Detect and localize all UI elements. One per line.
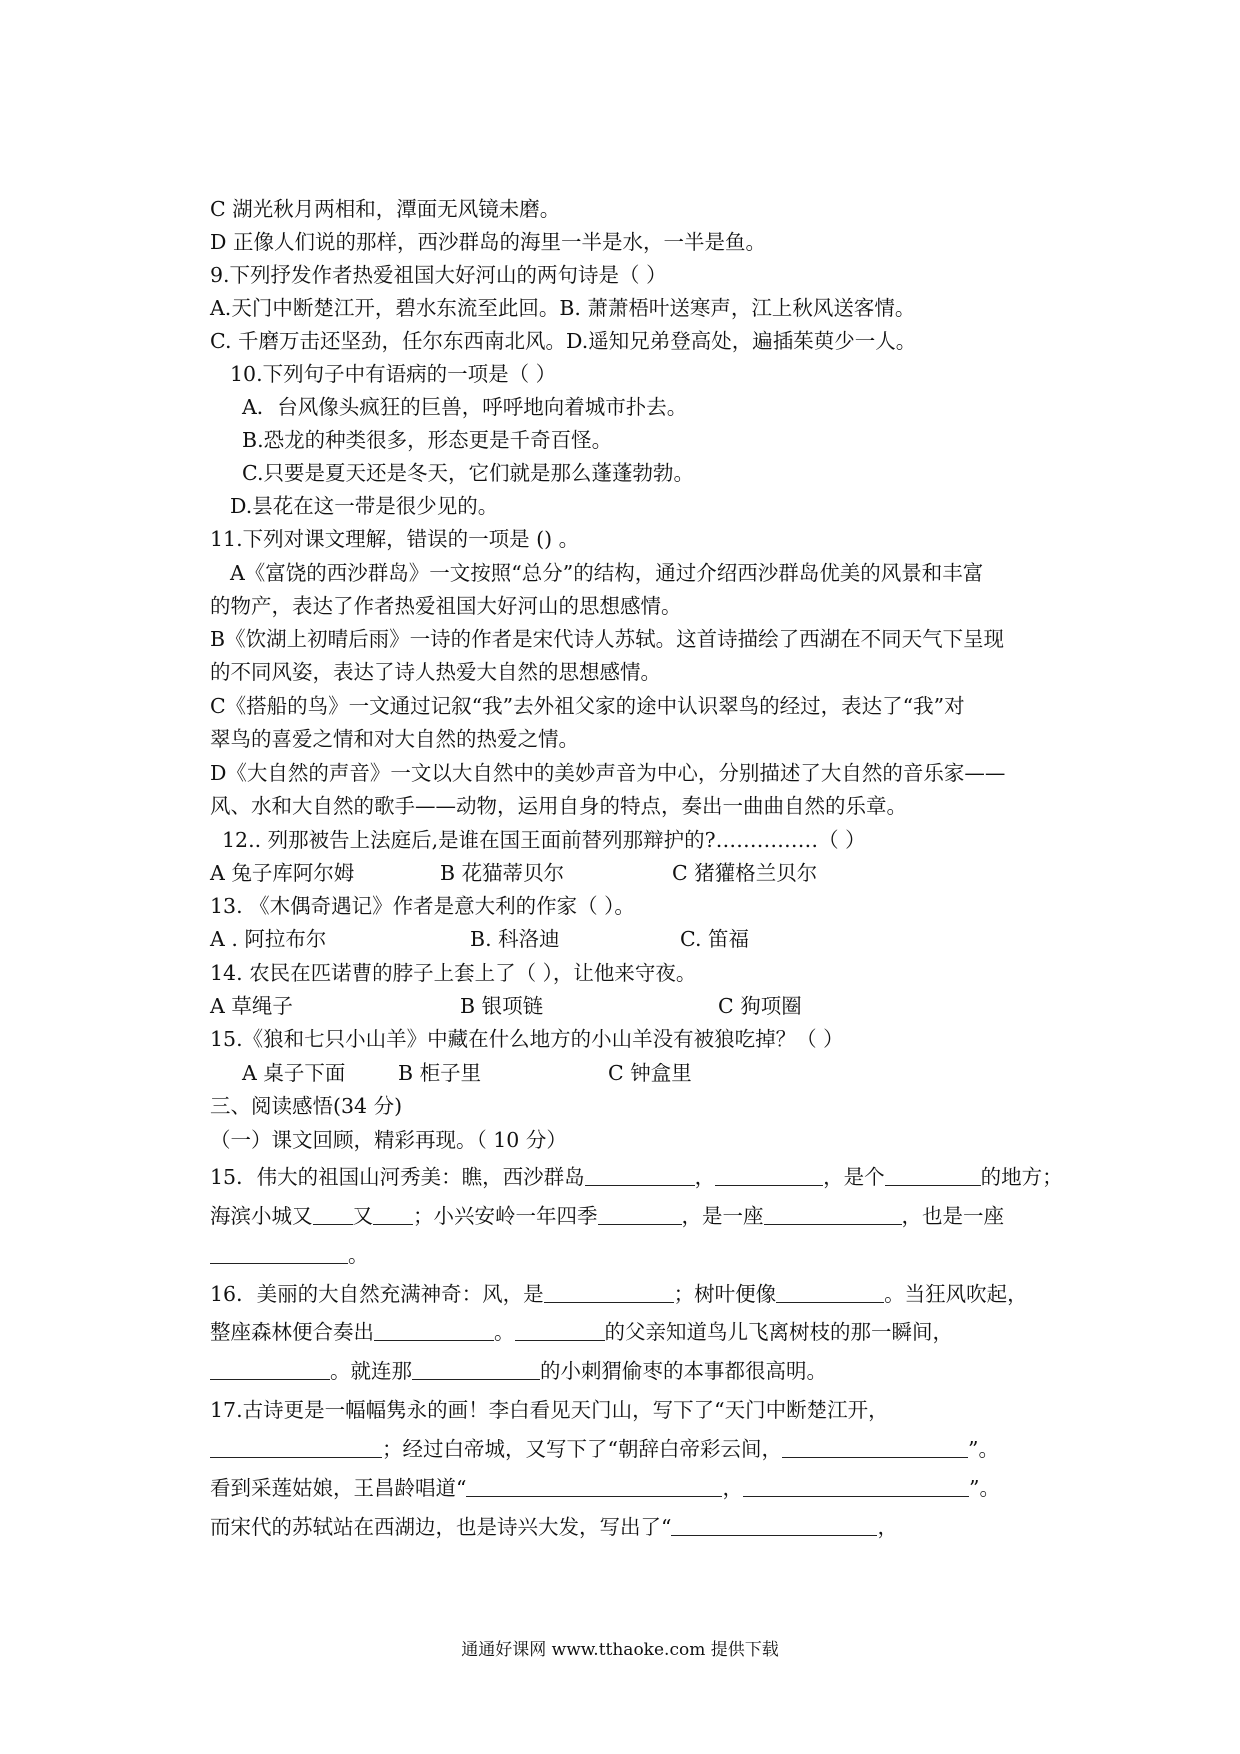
answer-blank[interactable] [313,1204,353,1225]
answer-blank[interactable] [776,1282,884,1303]
answer-blank[interactable] [585,1165,695,1186]
fill-16-line3: 。就连那 的小刺猬偷枣的本事都很高明。 [210,1358,827,1384]
q11-option-c-line1: C《搭船的鸟》一文通过记叙“我”去外祖父家的途中认识翠鸟的经过，表达了“我”对 [210,694,965,718]
q13-option-b: B. 科洛迪 [470,927,560,951]
fill-17-line3: 看到采莲姑娘，王昌龄唱道“ ， ”。 [210,1476,1000,1500]
q14-option-b: B 银项链 [460,994,544,1018]
answer-blank[interactable] [598,1204,682,1225]
answer-blank[interactable] [515,1320,605,1341]
q12-option-a: A 兔子库阿尔姆 [210,861,355,885]
answer-blank[interactable] [466,1476,722,1497]
answer-blank[interactable] [671,1515,877,1536]
q10-option-a: A．台风像头疯狂的巨兽，呼呼地向着城市扑去。 [242,395,688,419]
question-15: 15.《狼和七只小山羊》中藏在什么地方的小山羊没有被狼吃掉？（ ） [210,1027,844,1051]
part-1-title: （一）课文回顾，精彩再现。（ 10 分） [210,1128,567,1152]
q11-option-b-line2: 的不同风姿，表达了诗人热爱大自然的思想感情。 [210,660,661,684]
answer-blank[interactable] [715,1165,823,1186]
fill-17-line2: ；经过白帝城，又写下了“朝辞白帝彩云间， ”。 [210,1436,999,1462]
question-14: 14. 农民在匹诺曹的脖子上套上了（ ），让他来守夜。 [210,961,697,985]
answer-blank[interactable] [544,1282,674,1303]
q14-option-a: A 草绳子 [210,994,293,1018]
answer-blank[interactable] [743,1476,969,1497]
question-11: 11.下列对课文理解，错误的一项是 () 。 [210,527,580,551]
q9-options-ab: A.天门中断楚江开，碧水东流至此回。B. 萧萧梧叶送寒声，江上秋风送客情。 [210,296,916,320]
section-3-title: 三、阅读感悟(34 分) [210,1094,403,1118]
fill-15-line1: 15．伟大的祖国山河秀美：瞧，西沙群岛 ， ，是个 的地方； [210,1165,1063,1189]
answer-blank[interactable] [210,1359,330,1380]
q15-option-a: A 桌子下面 [242,1061,346,1085]
fill-15-line3: 。 [210,1242,369,1268]
answer-blank[interactable] [885,1165,981,1186]
q15-option-c: C 钟盒里 [608,1061,692,1085]
page-footer: 通通好课网 www.tthaoke.com 提供下载 [461,1640,779,1660]
question-10: 10.下列句子中有语病的一项是（ ） [230,362,557,386]
question-9: 9.下列抒发作者热爱祖国大好河山的两句诗是（ ） [210,263,667,287]
answer-blank[interactable] [412,1359,540,1380]
q15-option-b: B 柜子里 [398,1061,482,1085]
q10-option-c: C.只要是夏天还是冬天，它们就是那么蓬蓬勃勃。 [242,461,694,485]
q11-option-a-line1: A《富饶的西沙群岛》一文按照“总分”的结构，通过介绍西沙群岛优美的风景和丰富 [230,561,984,585]
fill-16-line1: 16．美丽的大自然充满神奇：风，是 ；树叶便像 。当狂风吹起， [210,1282,1028,1306]
q9-options-cd: C. 千磨万击还坚劲，任尔东西南北风。D.遥知兄弟登高处，遍插茱萸少一人。 [210,329,917,353]
q11-option-b-line1: B《饮湖上初晴后雨》一诗的作者是宋代诗人苏轼。这首诗描绘了西湖在不同天气下呈现 [210,627,1005,651]
q10-option-b: B.恐龙的种类很多，形态更是千奇百怪。 [242,428,613,452]
q13-option-c: C. 笛福 [680,927,749,951]
fill-17-line4: 而宋代的苏轼站在西湖边，也是诗兴大发，写出了“ ， [210,1515,898,1539]
answer-blank[interactable] [210,1243,348,1264]
answer-blank[interactable] [782,1437,968,1458]
q11-option-d-line2: 风、水和大自然的歌手——动物，运用自身的特点，奏出一曲曲自然的乐章。 [210,794,907,818]
fill-15-line2: 海滨小城又 又 ；小兴安岭一年四季 ，是一座 ，也是一座 [210,1204,1004,1228]
question-13: 13. 《木偶奇遇记》作者是意大利的作家（ ）。 [210,894,635,918]
answer-blank[interactable] [374,1320,494,1341]
q10-option-d: D.昙花在这一带是很少见的。 [230,494,499,518]
question-12: 12.. 列那被告上法庭后,是谁在国王面前替列那辩护的?……………（ ） [222,828,866,852]
answer-blank[interactable] [373,1204,413,1225]
answer-blank[interactable] [210,1437,382,1458]
q12-option-b: B 花猫蒂贝尔 [440,861,565,885]
q11-option-a-line2: 的物产，表达了作者热爱祖国大好河山的思想感情。 [210,594,682,618]
answer-blank[interactable] [764,1204,902,1225]
fill-17-line1: 17.古诗更是一幅幅隽永的画！李白看见天门山，写下了“天门中断楚江开， [210,1398,889,1422]
q11-option-d-line1: D《大自然的声音》一文以大自然中的美妙声音为中心，分别描述了大自然的音乐家—— [210,761,1006,785]
q8-option-c: C 湖光秋月两相和，潭面无风镜未磨。 [210,197,561,221]
q13-option-a: A . 阿拉布尔 [210,927,327,951]
q14-option-c: C 狗项圈 [718,994,802,1018]
q12-option-c: C 猪獾格兰贝尔 [672,861,818,885]
q8-option-d: D 正像人们说的那样，西沙群岛的海里一半是水，一半是鱼。 [210,230,766,254]
q11-option-c-line2: 翠鸟的喜爱之情和对大自然的热爱之情。 [210,727,579,751]
fill-16-line2: 整座森林便合奏出 。 的父亲知道鸟儿飞离树枝的那一瞬间， [210,1320,953,1344]
